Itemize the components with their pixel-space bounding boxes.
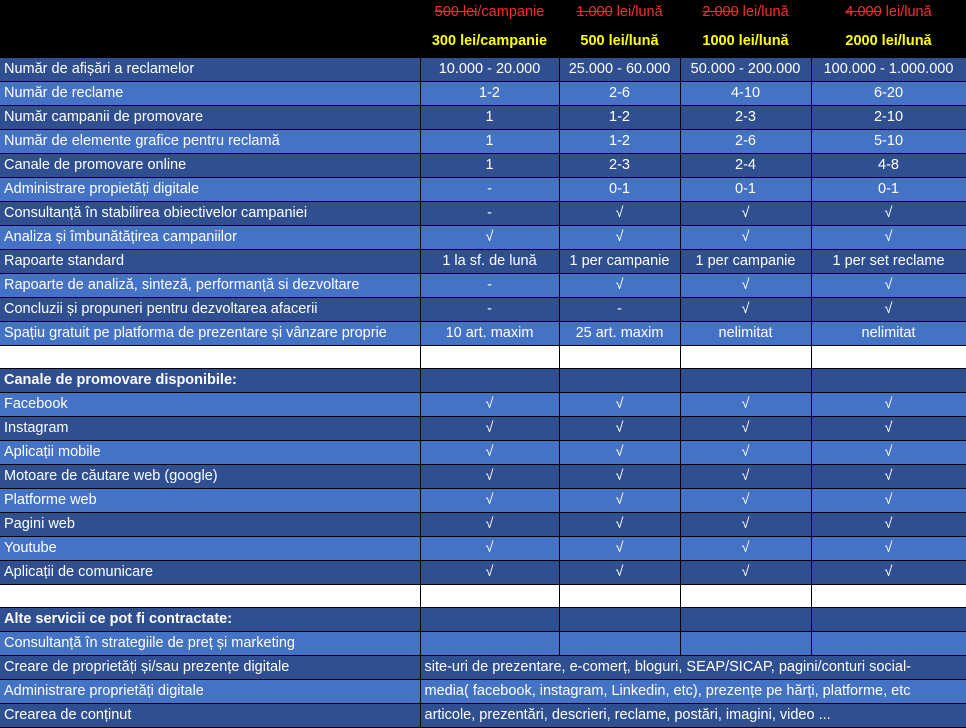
feature-value: - <box>420 178 559 202</box>
feature-value: - <box>420 202 559 226</box>
spacer-cell <box>680 585 811 608</box>
feature-value: 100.000 - 1.000.000 <box>811 58 966 82</box>
channel-value: √ <box>680 537 811 561</box>
spacer-cell <box>680 346 811 369</box>
channel-value: √ <box>811 465 966 489</box>
channel-row <box>0 489 966 513</box>
extra-detail: site-uri de prezentare, e-comerț, bloguri, SEAP/SICAP, pagini/conturi social- <box>420 656 966 680</box>
new-price-3: 1000 lei/lună <box>680 26 811 58</box>
channels-section-header <box>0 369 966 393</box>
feature-value: √ <box>559 274 680 298</box>
old-price-2: 1.000 lei/lună <box>559 0 680 26</box>
feature-value: - <box>559 298 680 322</box>
channel-label: Platforme web <box>0 489 420 513</box>
channel-value: √ <box>811 441 966 465</box>
channel-value: √ <box>420 489 559 513</box>
feature-value: - <box>420 298 559 322</box>
spacer-cell <box>0 585 420 608</box>
channel-label: Aplicații de comunicare <box>0 561 420 585</box>
channel-row <box>0 465 966 489</box>
channel-row <box>0 537 966 561</box>
feature-value: 10.000 - 20.000 <box>420 58 559 82</box>
channel-value: √ <box>420 465 559 489</box>
feature-value: 1 <box>420 106 559 130</box>
extra-row <box>0 656 966 680</box>
channel-value: √ <box>811 417 966 441</box>
extra-row <box>0 680 966 704</box>
channel-value: √ <box>811 513 966 537</box>
channel-row <box>0 513 966 537</box>
channel-value: √ <box>559 561 680 585</box>
channel-value: √ <box>420 561 559 585</box>
channel-row <box>0 561 966 585</box>
feature-value: √ <box>680 202 811 226</box>
feature-value: 1 per campanie <box>559 250 680 274</box>
feature-label: Rapoarte de analiză, sinteză, performanță si dezvoltare <box>0 274 420 298</box>
feature-value: 1 la sf. de lună <box>420 250 559 274</box>
feature-value: 2-3 <box>680 106 811 130</box>
new-price-4: 2000 lei/lună <box>811 26 966 58</box>
extra-row <box>0 704 966 728</box>
spacer-row <box>0 585 966 608</box>
feature-value: √ <box>680 226 811 250</box>
feature-value: 50.000 - 200.000 <box>680 58 811 82</box>
extra-label: Crearea de conținut <box>0 704 420 728</box>
feature-value: 10 art. maxim <box>420 322 559 346</box>
channel-value: √ <box>420 417 559 441</box>
feature-label: Consultanță în stabilirea obiectivelor campaniei <box>0 202 420 226</box>
section-cell <box>559 608 680 632</box>
extra-label: Creare de proprietăți și/sau prezențe digitale <box>0 656 420 680</box>
feature-value: nelimitat <box>811 322 966 346</box>
extra-detail: media( facebook, instagram, Linkedin, etc), prezențe pe hărți, platforme, etc <box>420 680 966 704</box>
feature-row <box>0 274 966 298</box>
extra-row <box>0 632 966 656</box>
section-cell <box>811 608 966 632</box>
spacer-cell <box>811 346 966 369</box>
section-cell <box>559 369 680 393</box>
feature-label: Spațiu gratuit pe platforma de prezentare și vânzare proprie <box>0 322 420 346</box>
feature-row <box>0 58 966 82</box>
feature-value: √ <box>811 226 966 250</box>
channel-value: √ <box>420 537 559 561</box>
extra-cell <box>680 632 811 656</box>
spacer-cell <box>0 346 420 369</box>
old-price-1: 500 lei/campanie <box>420 0 559 26</box>
channel-value: √ <box>680 513 811 537</box>
channel-value: √ <box>680 393 811 417</box>
channel-value: √ <box>559 513 680 537</box>
feature-value: 1 <box>420 154 559 178</box>
feature-row <box>0 178 966 202</box>
channel-value: √ <box>680 561 811 585</box>
feature-value: 0-1 <box>811 178 966 202</box>
feature-value: 25.000 - 60.000 <box>559 58 680 82</box>
feature-value: - <box>420 274 559 298</box>
extra-detail: articole, prezentări, descrieri, reclame, postări, imagini, video ... <box>420 704 966 728</box>
old-price-row <box>0 0 966 26</box>
feature-value: 1 per campanie <box>680 250 811 274</box>
channel-value: √ <box>811 489 966 513</box>
feature-row <box>0 322 966 346</box>
extra-label: Administrare proprietăți digitale <box>0 680 420 704</box>
extra-section-header <box>0 608 966 632</box>
old-price-4: 4.000 lei/lună <box>811 0 966 26</box>
feature-value: 25 art. maxim <box>559 322 680 346</box>
new-price-2: 500 lei/lună <box>559 26 680 58</box>
feature-label: Număr de reclame <box>0 82 420 106</box>
feature-value: √ <box>680 274 811 298</box>
extra-cell <box>811 632 966 656</box>
feature-row <box>0 154 966 178</box>
channel-row <box>0 417 966 441</box>
feature-value: 1 per set reclame <box>811 250 966 274</box>
feature-label: Număr campanii de promovare <box>0 106 420 130</box>
spacer-cell <box>559 585 680 608</box>
feature-value: 6-20 <box>811 82 966 106</box>
extra-cell <box>420 632 559 656</box>
feature-value: 4-10 <box>680 82 811 106</box>
channel-row <box>0 441 966 465</box>
feature-row <box>0 106 966 130</box>
feature-label: Număr de afișări a reclamelor <box>0 58 420 82</box>
spacer-cell <box>420 585 559 608</box>
channel-value: √ <box>811 393 966 417</box>
spacer-cell <box>420 346 559 369</box>
channel-value: √ <box>559 489 680 513</box>
header-blank-cell <box>0 26 420 58</box>
channel-row <box>0 393 966 417</box>
section-cell <box>680 608 811 632</box>
feature-label: Număr de elemente grafice pentru reclamă <box>0 130 420 154</box>
section-cell <box>420 608 559 632</box>
channel-label: Youtube <box>0 537 420 561</box>
channel-value: √ <box>420 513 559 537</box>
feature-value: √ <box>420 226 559 250</box>
feature-row <box>0 130 966 154</box>
feature-value: √ <box>559 226 680 250</box>
extra-label: Consultanță în strategiile de preț și marketing <box>0 632 420 656</box>
feature-label: Administrare propietăți digitale <box>0 178 420 202</box>
channel-value: √ <box>680 465 811 489</box>
feature-value: 2-6 <box>680 130 811 154</box>
feature-value: 1-2 <box>420 82 559 106</box>
feature-value: 2-3 <box>559 154 680 178</box>
feature-label: Analiza și îmbunătățirea campaniilor <box>0 226 420 250</box>
feature-value: 0-1 <box>680 178 811 202</box>
new-price-1: 300 lei/campanie <box>420 26 559 58</box>
channel-value: √ <box>811 537 966 561</box>
channel-label: Pagini web <box>0 513 420 537</box>
channel-label: Aplicații mobile <box>0 441 420 465</box>
channel-value: √ <box>559 393 680 417</box>
channel-label: Facebook <box>0 393 420 417</box>
feature-value: √ <box>811 274 966 298</box>
header-blank-cell <box>0 0 420 26</box>
channel-label: Motoare de căutare web (google) <box>0 465 420 489</box>
feature-row <box>0 298 966 322</box>
feature-row <box>0 202 966 226</box>
feature-value: 1 <box>420 130 559 154</box>
feature-label: Rapoarte standard <box>0 250 420 274</box>
feature-value: 2-10 <box>811 106 966 130</box>
channel-label: Instagram <box>0 417 420 441</box>
feature-value: √ <box>811 202 966 226</box>
feature-value: 0-1 <box>559 178 680 202</box>
feature-value: √ <box>559 202 680 226</box>
feature-value: 4-8 <box>811 154 966 178</box>
spacer-cell <box>811 585 966 608</box>
channel-value: √ <box>680 441 811 465</box>
feature-label: Concluzii și propuneri pentru dezvoltarea afacerii <box>0 298 420 322</box>
feature-value: 1-2 <box>559 106 680 130</box>
section-cell <box>680 369 811 393</box>
spacer-row <box>0 346 966 369</box>
feature-value: 1-2 <box>559 130 680 154</box>
feature-value: 2-4 <box>680 154 811 178</box>
channel-value: √ <box>811 561 966 585</box>
section-title: Canale de promovare disponibile: <box>0 369 420 393</box>
feature-row <box>0 226 966 250</box>
feature-value: 5-10 <box>811 130 966 154</box>
channel-value: √ <box>420 393 559 417</box>
channel-value: √ <box>680 417 811 441</box>
channel-value: √ <box>680 489 811 513</box>
channel-value: √ <box>420 441 559 465</box>
feature-value: nelimitat <box>680 322 811 346</box>
channel-value: √ <box>559 537 680 561</box>
feature-label: Canale de promovare online <box>0 154 420 178</box>
feature-value: √ <box>680 298 811 322</box>
section-cell <box>420 369 559 393</box>
section-title: Alte servicii ce pot fi contractate: <box>0 608 420 632</box>
new-price-row <box>0 26 966 58</box>
channel-value: √ <box>559 417 680 441</box>
feature-row <box>0 250 966 274</box>
feature-row <box>0 82 966 106</box>
extra-cell <box>559 632 680 656</box>
channel-value: √ <box>559 441 680 465</box>
spacer-cell <box>559 346 680 369</box>
channel-value: √ <box>559 465 680 489</box>
feature-value: 2-6 <box>559 82 680 106</box>
section-cell <box>811 369 966 393</box>
feature-value: √ <box>811 298 966 322</box>
old-price-3: 2.000 lei/lună <box>680 0 811 26</box>
